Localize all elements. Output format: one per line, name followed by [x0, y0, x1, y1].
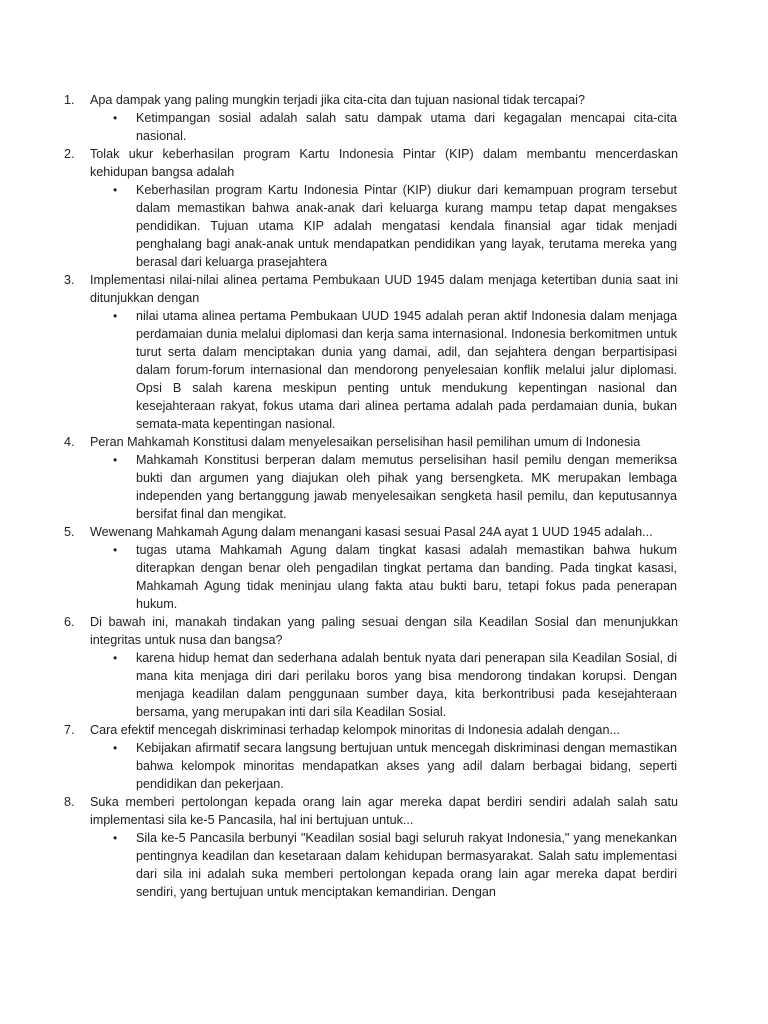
answer-text: Mahkamah Konstitusi berperan dalam memutus perselisihan hasil pemilu dengan memeriksa bukti dan argumen yang diajukan oleh pihak yang bersengketa. MK merupakan lembaga independen yang bertanggung jawab menyelesaikan sengketa hasil pemilu, dan keputusannya bersifat final dan mengikat. — [136, 453, 677, 521]
answer-text: Kebijakan afirmatif secara langsung bertujuan untuk mencegah diskriminasi dengan memastikan bahwa kelompok minoritas mendapatkan akses yang adil dalam berbagai bidang, seperti pendidikan dan pekerjaan. — [136, 741, 677, 791]
question-list — [0, 91, 768, 901]
answer-list — [0, 739, 768, 793]
answer-list — [0, 541, 768, 613]
question-text: Cara efektif mencegah diskriminasi terhadap kelompok minoritas di Indonesia adalah dengan... — [90, 723, 620, 737]
answer-text: tugas utama Mahkamah Agung dalam tingkat kasasi adalah memastikan bahwa hukum diterapkan dengan benar oleh pengadilan tingkat pertama dan banding. Pada tingkat kasasi, Mahkamah Agung tidak meninjau ulang fakta atau bukti baru, tetapi fokus pada penerapan hukum. — [136, 543, 677, 611]
bullet-icon: • — [113, 309, 118, 323]
answer-text: Sila ke-5 Pancasila berbunyi "Keadilan sosial bagi seluruh rakyat Indonesia," yang menekankan pentingnya keadilan dan kesetaraan dalam kehidupan bermasyarakat. Salah satu implementasi dari sila ini adalah suka memberi pertolongan kepada orang lain agar mereka dapat berdiri sendiri, yang bertujuan untuk menciptakan kemandirian. Dengan — [136, 831, 677, 899]
bullet-icon: • — [113, 111, 118, 125]
list-item — [0, 271, 768, 433]
answer-list — [0, 109, 768, 145]
bullet-icon: • — [113, 183, 118, 197]
question-text: Tolak ukur keberhasilan program Kartu Indonesia Pintar (KIP) dalam membantu mencerdaskan kehidupan bangsa adalah — [90, 147, 678, 179]
list-item — [0, 433, 768, 523]
list-item — [0, 523, 768, 613]
answer-list — [0, 307, 768, 433]
item-number: 1. — [64, 93, 75, 107]
item-number: 8. — [64, 795, 75, 809]
answer-text: Ketimpangan sosial adalah salah satu dampak utama dari kegagalan mencapai cita-cita nasional. — [136, 111, 677, 143]
item-number: 6. — [64, 615, 75, 629]
question-text: Di bawah ini, manakah tindakan yang paling sesuai dengan sila Keadilan Sosial dan menunjukkan integritas untuk nusa dan bangsa? — [90, 615, 678, 647]
list-item — [0, 793, 768, 901]
answer-item — [0, 307, 768, 433]
answer-item — [0, 109, 768, 145]
list-item — [0, 91, 768, 145]
question-text: Implementasi nilai-nilai alinea pertama Pembukaan UUD 1945 dalam menjaga ketertiban dunia saat ini ditunjukkan dengan — [90, 273, 678, 305]
answer-list — [0, 451, 768, 523]
item-number: 5. — [64, 525, 75, 539]
answer-list — [0, 649, 768, 721]
question-text: Peran Mahkamah Konstitusi dalam menyelesaikan perselisihan hasil pemilihan umum di Indonesia — [90, 435, 641, 449]
list-item — [0, 721, 768, 793]
bullet-icon: • — [113, 543, 118, 557]
answer-item — [0, 181, 768, 271]
list-item — [0, 613, 768, 721]
answer-text: nilai utama alinea pertama Pembukaan UUD 1945 adalah peran aktif Indonesia dalam menjaga perdamaian dunia melalui diplomasi dan kerja sama internasional. Indonesia berkomitmen untuk turut serta dalam menciptakan dunia yang damai, adil, dan sejahtera dengan berpartisipasi dalam forum-forum internasional dan mendorong penyelesaian konflik melalui jalur diplomasi. Opsi B salah karena meskipun penting untuk mendukung kepentingan nasional dan kesejahteraan rakyat, fokus utama dari alinea pertama adalah pada perdamaian dunia, bukan semata-mata kepentingan nasional. — [136, 309, 677, 431]
list-item — [0, 145, 768, 271]
item-number: 7. — [64, 723, 75, 737]
question-text: Wewenang Mahkamah Agung dalam menangani kasasi sesuai Pasal 24A ayat 1 UUD 1945 adalah... — [90, 525, 653, 539]
answer-item — [0, 541, 768, 613]
answer-text: karena hidup hemat dan sederhana adalah bentuk nyata dari penerapan sila Keadilan Sosial, di mana kita menjaga diri dari perilaku boros yang bisa mendorong tindakan korupsi. Dengan menjaga keadilan dalam penggunaan sumber daya, kita berkontribusi pada kesejahteraan bersama, yang merupakan inti dari sila Keadilan Sosial. — [136, 651, 677, 719]
item-number: 2. — [64, 147, 75, 161]
answer-text: Keberhasilan program Kartu Indonesia Pintar (KIP) diukur dari kemampuan program tersebut dalam memastikan bahwa anak-anak dari keluarga kurang mampu tetap dapat mengakses pendidikan. Tujuan utama KIP adalah mengatasi kendala finansial agar tidak menjadi penghalang bagi anak-anak untuk mendapatkan pendidikan yang layak, terutama mereka yang berasal dari keluarga prasejahtera — [136, 183, 677, 269]
item-number: 3. — [64, 273, 75, 287]
answer-list — [0, 181, 768, 271]
answer-item — [0, 649, 768, 721]
answer-item — [0, 829, 768, 901]
question-text: Suka memberi pertolongan kepada orang lain agar mereka dapat berdiri sendiri adalah salah satu implementasi sila ke-5 Pancasila, hal ini bertujuan untuk... — [90, 795, 678, 827]
question-text: Apa dampak yang paling mungkin terjadi jika cita-cita dan tujuan nasional tidak tercapai? — [90, 93, 585, 107]
bullet-icon: • — [113, 651, 118, 665]
answer-list — [0, 829, 768, 901]
answer-item — [0, 739, 768, 793]
bullet-icon: • — [113, 453, 118, 467]
bullet-icon: • — [113, 741, 118, 755]
bullet-icon: • — [113, 831, 118, 845]
item-number: 4. — [64, 435, 75, 449]
answer-item — [0, 451, 768, 523]
